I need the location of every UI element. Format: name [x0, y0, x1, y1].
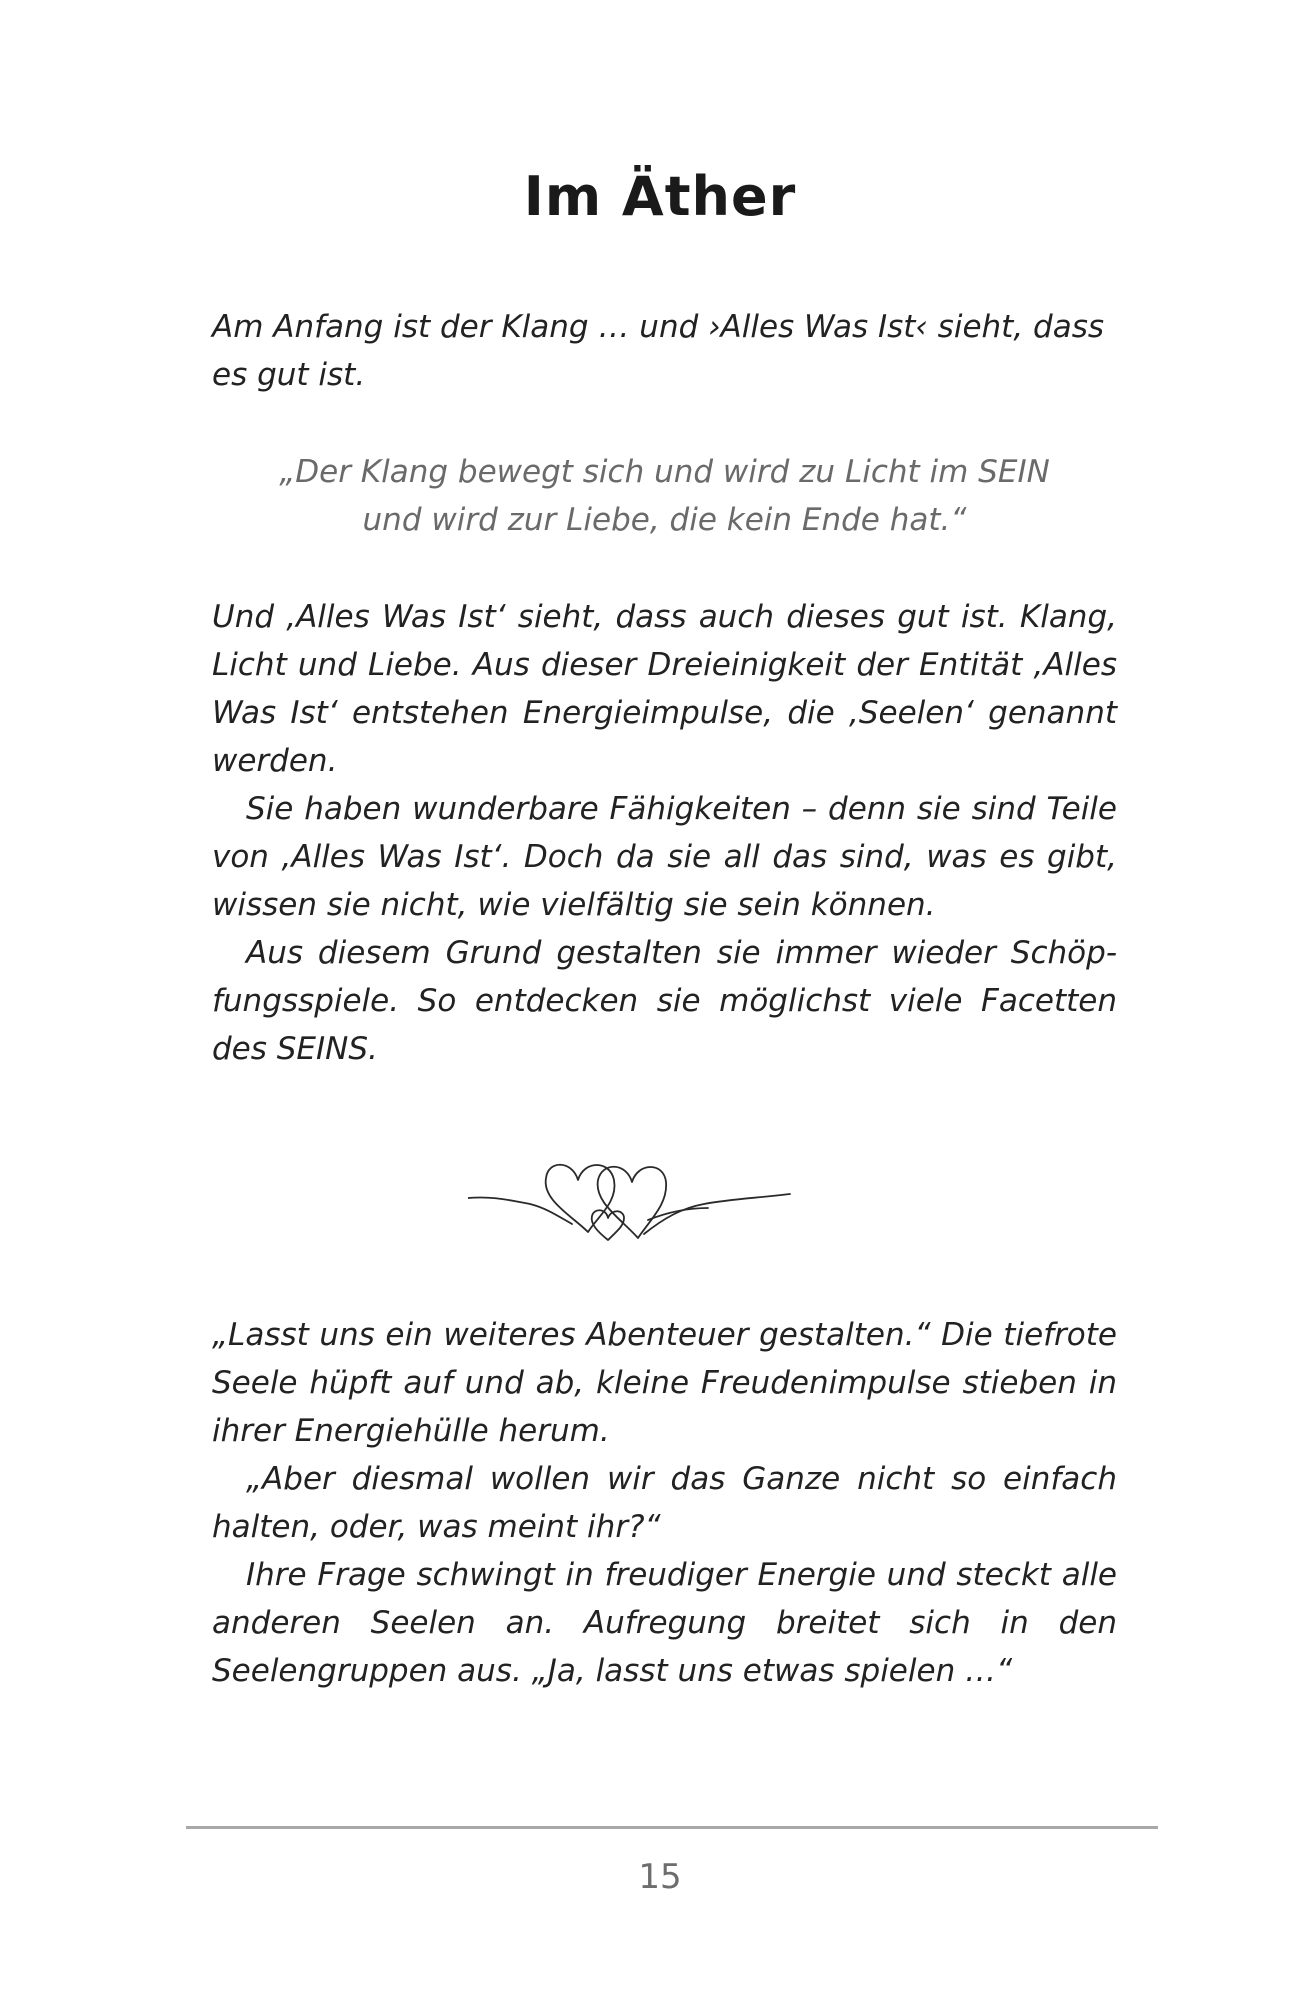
paragraph: Ihre Frage schwingt in freudiger Energie und steckt alle anderen Seelen an. Aufregung breitet sich in den Seelengruppen aus. „Ja, lasst uns etwas spielen …“	[212, 1557, 1117, 1689]
footer-divider	[186, 1826, 1158, 1829]
quote-line-2: und wird zur Liebe, die kein Ende hat.“	[362, 502, 967, 538]
paragraph: „Lasst uns ein weiteres Abenteuer gestalten.“ Die tiefrote Seele hüpft auf und ab, kleine Freudenimpulse stieben in ihrer Energiehülle herum.	[212, 1317, 1117, 1449]
paragraph: Aus diesem Grund gestalten sie immer wieder Schöpfungsspiele. So entdecken sie möglichst viele Facetten des SEINS.	[212, 935, 1117, 1067]
intro-paragraph	[212, 303, 1117, 399]
intro-text: Am Anfang ist der Klang … und ›Alles Was Ist‹ sieht, dass es gut ist.	[212, 309, 1105, 393]
text-section-2	[212, 1311, 1117, 1695]
page-number: 15	[638, 1857, 682, 1897]
quote-line-1: „Der Klang bewegt sich und wird zu Licht im SEIN	[279, 454, 1050, 490]
chapter-title: Im Äther	[523, 165, 797, 228]
paragraph: Sie haben wunderbare Fähigkeiten – denn sie sind Teile von ‚Alles Was Ist‘. Doch da sie all das sind, was es gibt, wissen sie nicht, wie vielfältig sie sein können.	[212, 791, 1117, 923]
text-section-1	[212, 593, 1117, 1073]
paragraph: Und ‚Alles Was Ist‘ sieht, dass auch dieses gut ist. Klang, Licht und Liebe. Aus dieser Dreieinigkeit der Entität ‚Alles Was Ist‘ entstehen Energieimpulse, die ‚Seelen‘ genannt werden.	[212, 599, 1117, 779]
paragraph: „Aber diesmal wollen wir das Ganze nicht so einfach halten, oder, was meint ihr?“	[212, 1461, 1117, 1545]
quote-block	[212, 448, 1117, 544]
hearts-ornament-icon	[468, 1138, 808, 1248]
